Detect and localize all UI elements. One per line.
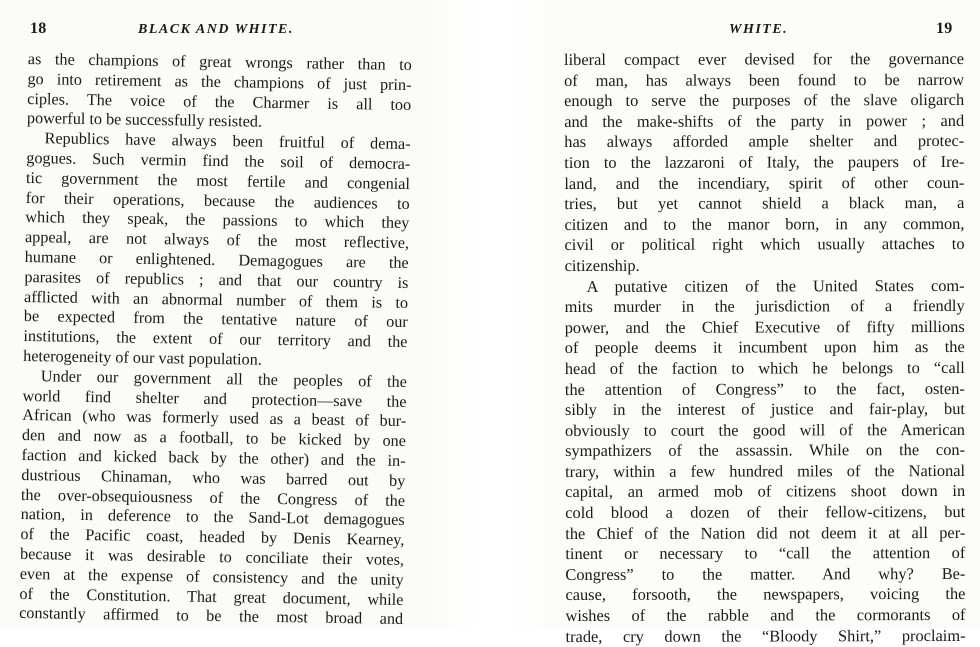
text-line: trary, within a few hundred miles of the National [565,460,966,481]
text-line: tinent or necessary to “call the attention of [565,543,966,564]
text-line: of people deems it incumbent upon him as the [564,337,965,358]
text-line: mits murder in the jurisdiction of a friendly [564,296,965,317]
text-line: appeal, are not always of the most reflective, [24,228,410,253]
text-line: tion to the lazzaroni of Italy, the paupers of Ire- [564,151,965,172]
text-line: tries, but yet cannot shield a black man, a [564,193,965,214]
text-line: of the Constitution. That great document, while [19,584,404,609]
text-line: humane or enlightened. Demagogues are the [24,247,409,272]
text-line: enough to serve the purposes of the slave oligarch [564,90,965,111]
right-running-head: WHITE. [729,22,789,37]
text-line: sympathizers of the assassin. While on the con- [565,440,966,461]
text-line: trade, cry down the “Bloody Shirt,” proclaim- [565,625,966,646]
text-line: African (who was formerly used as a beast of bur- [22,406,407,431]
text-line: Under our government all the peoples of the [40,366,407,391]
text-line: land, and the incendiary, spirit of other coun- [564,172,965,193]
text-line: head of the faction to which he belongs to “call [564,357,965,378]
text-line: gogues. Such vermin find the soil of democra- [26,148,411,174]
text-line: Congress” to the matter. And why? Be- [565,563,966,584]
text-line: capital, an armed mob of citizens shoot down in [565,481,966,502]
text-line: citizenship. [564,255,640,275]
text-line: dustrious Chinaman, who was barred out by [21,465,406,490]
left-page-text [19,50,412,630]
text-line: and the make-shifts of the party in power ; and [564,110,965,131]
text-line: cause, forsooth, the newspapers, voicing the [565,584,966,605]
left-page [0,0,430,629]
text-line: power, and the Chief Executive of fifty millions [564,316,965,337]
text-line: wishes of the rabble and the cormorants of [565,604,966,626]
text-line: heterogeneity of our vast population. [23,346,263,369]
text-line: citizen and to the manor born, in any common, [564,213,965,234]
text-line: ciples. The voice of the Charmer is all too [27,89,412,114]
text-line: institutions, the extent of our territory and the [23,327,408,352]
text-line: parasites of republics ; and that our country is [24,267,409,292]
text-line: liberal compact ever devised for the governance [564,48,965,69]
text-line: constantly affirmed to be the most broad and [19,604,404,629]
text-line: for their operations, because the audiences to [25,188,410,213]
text-line: tic government the most fertile and congenial [25,168,411,193]
text-line: Republics have always been fruitful of dema- [44,129,411,154]
text-line: as the champions of great wrongs rather than to [27,50,412,75]
right-page-number: 19 [936,20,953,37]
text-line: faction and kicked back by the other) and the in- [21,445,406,470]
text-line: den and now as a football, to be kicked by one [21,426,407,451]
text-line: world find shelter and protection—save the [22,386,407,411]
left-running-head: BLACK AND WHITE. [138,22,294,37]
text-line: has always afforded ample shelter and protec- [564,131,965,152]
text-line: of man, has always been found to be narrow [564,69,965,90]
text-line: A putative citizen of the United States com- [586,275,965,296]
text-line: nation, in deference to the Sand-Lot demagogues [20,505,405,530]
text-line: cold blood a dozen of their fellow-citizens, but [565,502,966,523]
text-line: be expected from the tentative nature of our [23,307,408,332]
text-line: civil or political right which usually attaches to [564,234,965,255]
left-page-number: 18 [30,20,47,37]
text-line: the Chief of the Nation did not deem it at all per- [565,522,966,543]
text-line: because it was desirable to conciliate their votes, [19,544,405,569]
right-page-text [564,49,966,647]
text-line: afflicted with an abnormal number of them is to [23,287,409,312]
book-gutter [430,0,555,629]
text-line: even at the expense of consistency and the unity [19,564,404,589]
right-page [555,0,980,646]
text-line: powerful to be successfully resisted. [26,109,263,132]
text-line: the over-obsequiousness of the Congress of the [20,485,406,510]
text-line: go into retirement as the champions of just prin- [27,69,412,94]
text-line: of the Pacific coast, headed by Denis Kearney, [20,525,405,550]
text-line: the attention of Congress” to the fact, osten- [564,378,965,399]
text-line: sibly in the interest of justice and fair-play, but [564,399,965,420]
text-line: which they speak, the passions to which they [25,208,410,233]
text-line: obviously to court the good will of the American [564,419,966,440]
